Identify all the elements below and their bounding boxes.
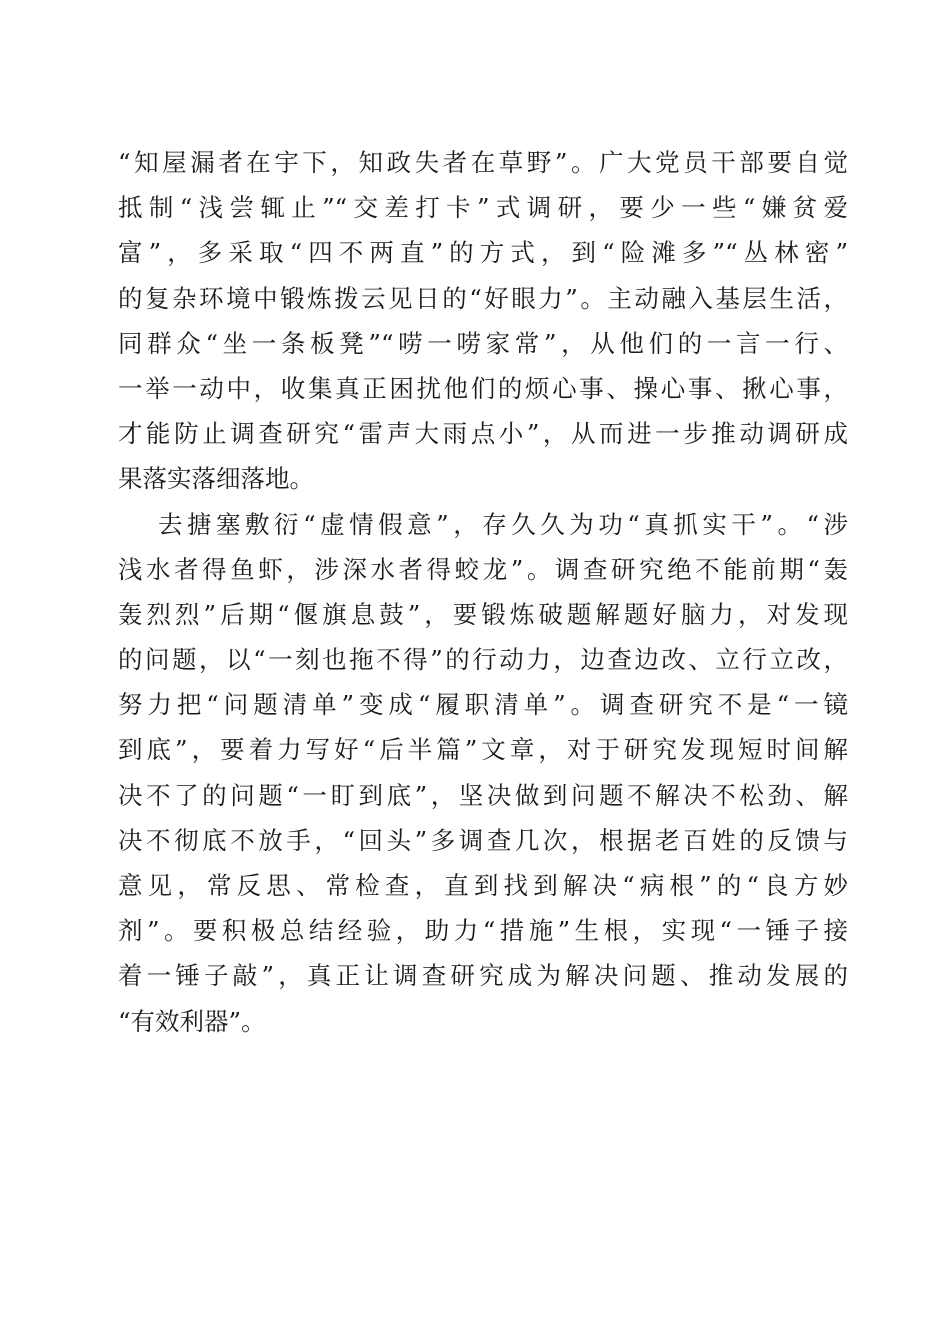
paragraph-line: 的问题，以“一刻也拖不得”的行动力，边查边改、立行立改， <box>118 645 848 675</box>
paragraph-line: 富”，多采取“四不两直”的方式，到“险滩多”“丛林密” <box>118 238 848 268</box>
paragraph-line: 浅水者得鱼虾，涉深水者得蛟龙”。调查研究绝不能前期“轰 <box>118 554 848 584</box>
paragraph-line: 轰烈烈”后期“偃旗息鼓”，要锻炼破题解题好脑力，对发现 <box>118 599 848 629</box>
paragraph-line: 到底”，要着力写好“后半篇”文章，对于研究发现短时间解 <box>118 735 848 765</box>
document-body <box>118 140 848 1044</box>
paragraph-1 <box>118 140 848 502</box>
paragraph-line: 才能防止调查研究“雷声大雨点小”，从而进一步推动调研成 <box>118 419 848 449</box>
paragraph-line: “知屋漏者在宇下，知政失者在草野”。广大党员干部要自觉 <box>118 148 848 177</box>
paragraph-line: 去搪塞敷衍“虚情假意”，存久久为功“真抓实干”。“涉 <box>158 509 848 539</box>
paragraph-line: 努力把“问题清单”变成“履职清单”。调查研究不是“一镜 <box>118 690 848 720</box>
paragraph-line: 一举一动中，收集真正困扰他们的烦心事、操心事、揪心事， <box>118 373 848 403</box>
paragraph-line: 抵制“浅尝辄止”“交差打卡”式调研，要少一些“嫌贫爱 <box>118 193 848 223</box>
paragraph-line: 的复杂环境中锻炼拨云见日的“好眼力”。主动融入基层生活， <box>118 283 848 313</box>
paragraph-line: 意见，常反思、常检查，直到找到解决“病根”的“良方妙 <box>118 871 848 900</box>
paragraph-line: 决不了的问题“一盯到底”，坚决做到问题不解决不松劲、解 <box>118 780 848 810</box>
paragraph-line: 着一锤子敲”，真正让调查研究成为解决问题、推动发展的 <box>118 961 848 991</box>
paragraph-2 <box>118 502 848 1044</box>
paragraph-line: 剂”。要积极总结经验，助力“措施”生根，实现“一锤子接 <box>118 916 848 946</box>
paragraph-line: 决不彻底不放手，“回头”多调查几次，根据老百姓的反馈与 <box>118 825 848 855</box>
paragraph-line: 同群众“坐一条板凳”“唠一唠家常”，从他们的一言一行、 <box>118 328 848 358</box>
paragraph-line: “有效利器”。 <box>118 1006 266 1036</box>
paragraph-line: 果落实落细落地。 <box>118 464 314 494</box>
